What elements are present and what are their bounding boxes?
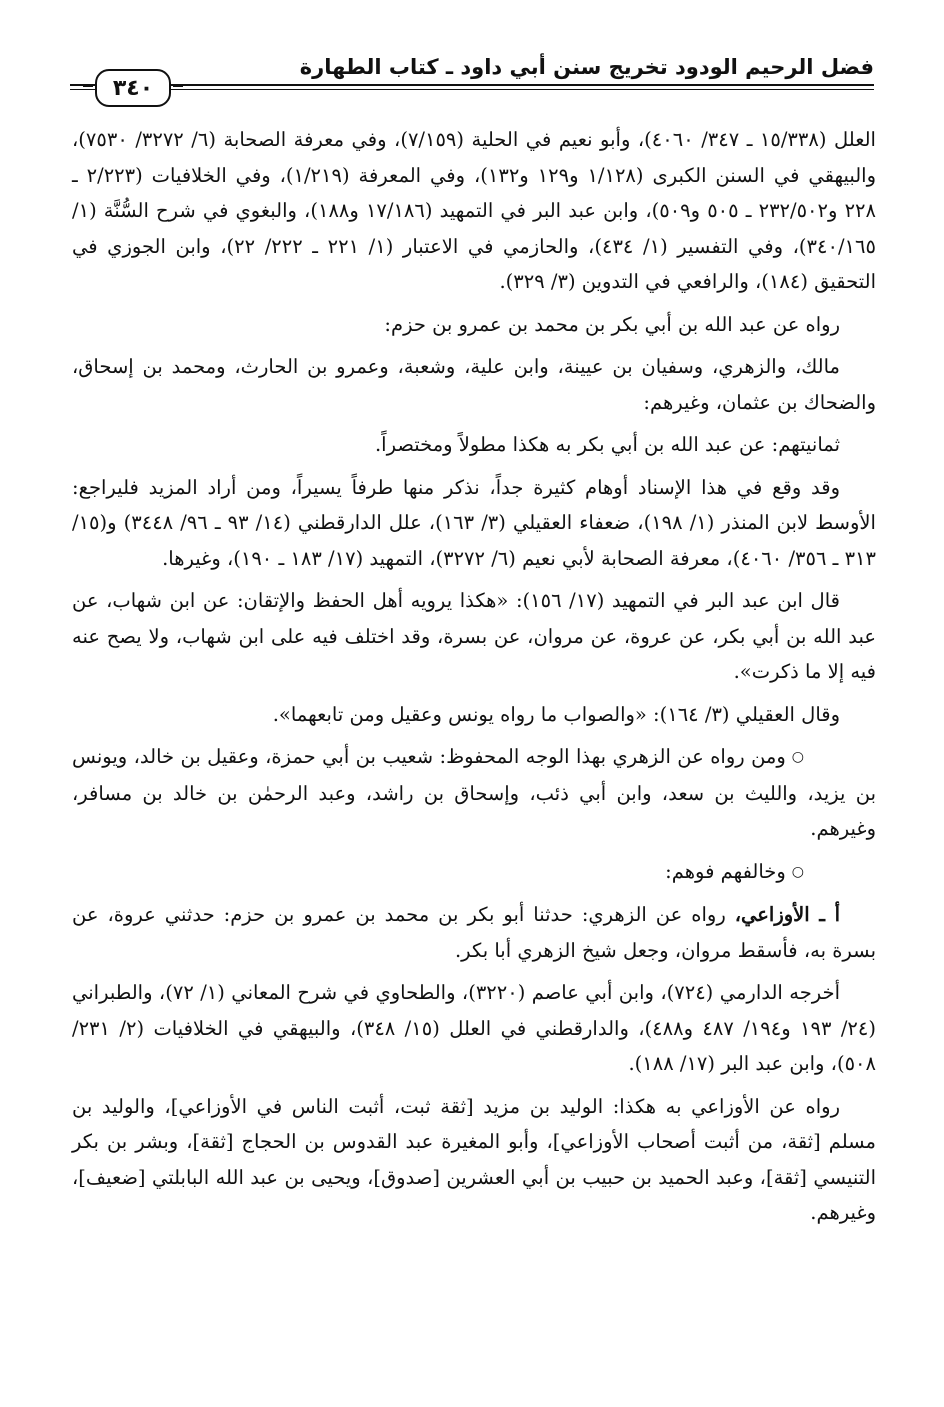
body-text — [72, 122, 876, 1238]
paragraph: ثمانيتهم: عن عبد الله بن أبي بكر به هكذا مطولاً ومختصراً. — [374, 433, 840, 456]
bullet-paragraph — [72, 854, 876, 891]
paragraph: مالك، والزهري، وسفيان بن عيينة، وابن علية، وشعبة، وعمرو بن الحارث، ومحمد بن إسحاق، والضحاك بن عثمان، وغيرهم: — [72, 355, 876, 414]
paragraph — [72, 897, 876, 968]
paragraph: العلل (١٥/٣٣٨ ـ ٣٤٧/ ٤٠٦٠)، وأبو نعيم في الحلية (٧/١٥٩)، وفي معرفة الصحابة (٦/ ٣٢٧٢/ ٧٥٣٠)، والبيهقي في السنن الكبرى (١/١٢٨ و١٢٩ و١٣٢)، وفي المعرفة (١/٢١٩)، وفي الخلافيات (٢/٢٢٣ ـ ٢٢٨ و٢٣٢/٥٠٢ ـ ٥٠٥ و٥٠٩)، وابن عبد البر في التمهيد (١٧/١٨٦ و١٨٨)، والبغوي في شرح السُّنَّة (١/ ٣٤٠/١٦٥)، وفي التفسير (١/ ٤٣٤)، والحازمي في الاعتبار (١/ ٢٢١ ـ ٢٢٢/ ٢٢)، وابن الجوزي في التحقيق (١٨٤)، والرافعي في التدوين (٣/ ٣٢٩). — [72, 128, 876, 293]
bullet-paragraph — [72, 739, 876, 847]
paragraph-text: ومن رواه عن الزهري بهذا الوجه المحفوظ: شعيب بن أبي حمزة، وعقيل بن خالد، ويونس بن يزيد، والليث بن سعد، وابن أبي ذئب، وإسحاق بن راشد، وعبد الرحمٰن بن خالد بن مسافر، وغيرهم. — [72, 745, 876, 840]
paragraph: رواه عن الأوزاعي به هكذا: الوليد بن مزيد [ثقة ثبت، أثبت الناس في الأوزاعي]، والوليد بن مسلم [ثقة، من أثبت أصحاب الأوزاعي]، وأبو المغيرة عبد القدوس بن الحجاج [ثقة]، وبشر بن بكر التنيسي [ثقة]، وعبد الحميد بن حبيب بن أبي العشرين [صدوق]، ويحيى بن عبد الله البابلتي [ضعيف]، وغيرهم. — [72, 1094, 876, 1224]
paragraph: أخرجه الدارمي (٧٢٤)، وابن أبي عاصم (٣٢٢٠)، والطحاوي في شرح المعاني (١/ ٧٢)، والطبراني (٢٤/ ١٩٣ و١٩٤/ ٤٨٧ و٤٨٨)، والدارقطني في العلل (١٥/ ٣٤٨)، والبيهقي في الخلافيات (٢/ ٢٣١/ ٥٠٨)، وابن عبد البر (١٧/ ١٨٨). — [72, 981, 876, 1075]
header-rule-thin — [70, 89, 874, 90]
section-lead: أ ـ الأوزاعي، — [734, 903, 840, 926]
bullet-icon: ○ — [791, 863, 804, 880]
running-head: فضل الرحيم الودود تخريج سنن أبي داود ـ كتاب الطهارة — [299, 55, 874, 79]
page-number: ٣٤٠ — [95, 69, 171, 107]
header-rule — [70, 84, 874, 86]
bullet-icon: ○ — [791, 749, 804, 765]
paragraph: قال ابن عبد البر في التمهيد (١٧/ ١٥٦): «هكذا يرويه أهل الحفظ والإتقان: عن ابن شهاب، عن عبد الله بن أبي بكر، عن عروة، عن مروان، عن بسرة، وقد اختلف فيه على ابن شهاب، ولا يصح عنه فيه إلا ما ذكرت». — [72, 589, 876, 683]
paragraph: وقال العقيلي (٣/ ١٦٤): «والصواب ما رواه يونس وعقيل ومن تابعهما». — [272, 702, 840, 726]
paragraph: وقد وقع في هذا الإسناد أوهام كثيرة جداً، نذكر منها طرفاً يسيراً، ومن أراد المزيد فليراجع: الأوسط لابن المنذر (١/ ١٩٨)، ضعفاء العقيلي (٣/ ١٦٣)، علل الدارقطني (١٤/ ٩٣ ـ ٩٦/ ٣٤٤٨) و(١٥/ ٣١٣ ـ ٣٥٦/ ٤٠٦٠)، معرفة الصحابة لأبي نعيم (٦/ ٣٢٧٢)، التمهيد (١٧/ ١٨٣ ـ ١٩٠)، وغيرها. — [72, 475, 876, 570]
paragraph: رواه عن عبد الله بن أبي بكر بن محمد بن عمرو بن حزم: — [384, 312, 840, 336]
paragraph-text: رواه عن الزهري: حدثنا أبو بكر بن محمد بن عمرو بن حزم: حدثني عروة، عن بسرة به، فأسقط مروان، وجعل شيخ الزهري أبا بكر. — [72, 903, 876, 962]
paragraph-text: وخالفهم فوهم: — [665, 859, 786, 883]
